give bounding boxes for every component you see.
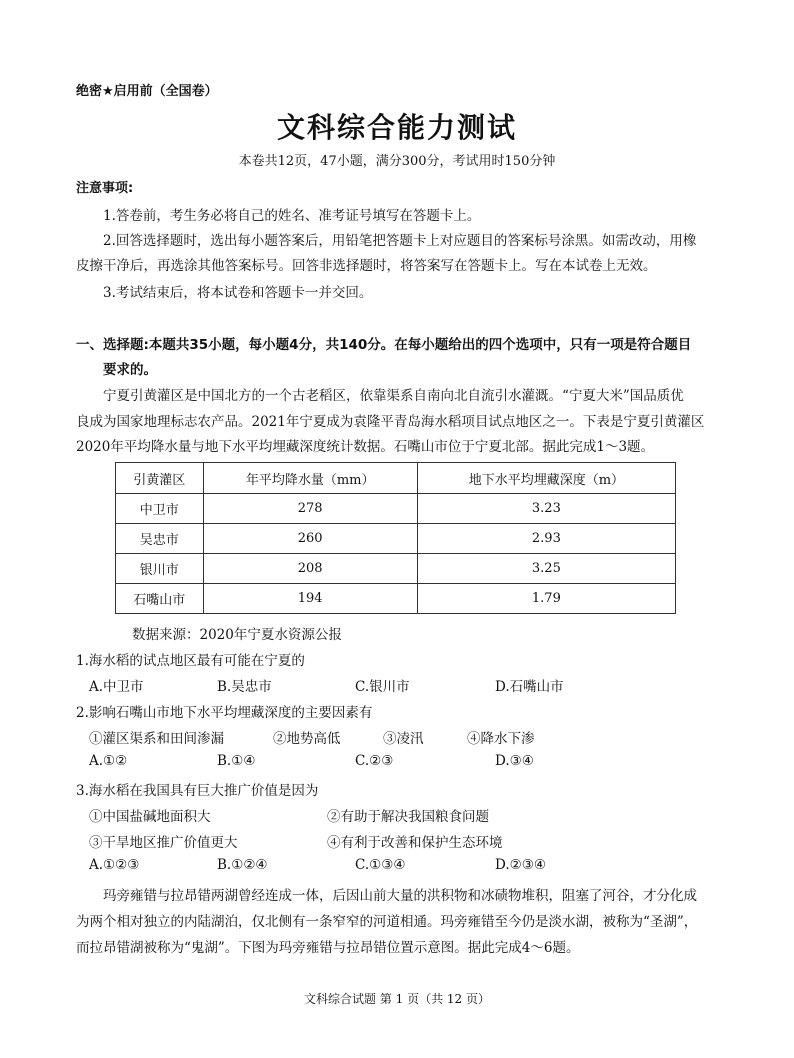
passage-line-1: 宁夏引黄灌区是中国北方的一个古老稻区，依靠渠系自南向北自流引水灌溉。“宁夏大米”国品质优: [103, 388, 684, 404]
passage-2-line-2: 为两个相对独立的内陆湖泊，仅北侧有一条窄窄的河道相通。玛旁雍错至今仍是淡水湖，被称为“圣湖”，: [76, 914, 698, 930]
table-header-cell: 引黄灌区: [116, 463, 204, 494]
question-3-factor-3: ③干旱地区推广价值更大: [89, 835, 238, 851]
question-2-factor-2: ②地势高低: [273, 731, 341, 747]
question-3-stem: 3.海水稻在我国具有巨大推广价值是因为: [76, 783, 319, 799]
question-1-option-a: A.中卫市: [89, 679, 144, 695]
table-source: 数据来源：2020年宁夏水资源公报: [132, 627, 342, 643]
table-cell: 银川市: [116, 554, 204, 584]
passage-2-line-1: 玛旁雍错与拉昂错两湖曾经连成一体，后因山前大量的洪积物和冰碛物堆积，阻塞了河谷，才分化成: [103, 888, 697, 904]
question-3-factor-1: ①中国盐碱地面积大: [89, 809, 211, 825]
notice-item-2-line-1: 2.回答选择题时，选出每小题答案后，用铅笔把答题卡上对应题目的答案标号涂黑。如需改动，用橡: [103, 233, 697, 249]
question-2-factor-3: ③凌汛: [383, 731, 424, 747]
question-3-option-b: B.①②④: [217, 857, 268, 873]
table-cell: 吴忠市: [116, 524, 204, 554]
table-cell: 中卫市: [116, 494, 204, 524]
notice-heading: 注意事项:: [76, 181, 134, 196]
question-3-factor-2: ②有助于解决我国粮食问题: [327, 809, 489, 825]
notice-item-2-line-2: 皮擦干净后，再选涂其他答案标号。回答非选择题时，将答案写在答题卡上。写在本试卷上无效。: [76, 258, 657, 274]
table-cell: 3.25: [417, 554, 675, 584]
page-footer: 文科综合试题 第 1 页（共 12 页）: [304, 992, 490, 1006]
table-cell: 3.23: [417, 494, 675, 524]
question-2-option-a: A.①②: [89, 753, 128, 769]
table-header-cell: 年平均降水量（mm）: [203, 463, 417, 494]
notice-item-3: 3.考试结束后，将本试卷和答题卡一并交回。: [103, 285, 373, 301]
table-header-row: [116, 463, 676, 494]
question-1-stem: 1.海水稻的试点地区最有可能在宁夏的: [76, 653, 305, 669]
question-2-factor-1: ①灌区渠系和田间渗漏: [89, 731, 224, 747]
table-row: [116, 524, 676, 554]
question-3-option-a: A.①②③: [89, 857, 140, 873]
table-cell: 石嘴山市: [116, 584, 204, 614]
passage-2-line-3: 而拉昂错湖被称为“鬼湖”。下图为玛旁雍错与拉昂错位置示意图。据此完成4～6题。: [76, 940, 580, 956]
section-heading-line-1: 一、选择题:本题共35小题，每小题4分，共140分。在每小题给出的四个选项中，只有一项是符合题目: [76, 337, 692, 353]
table-cell: 278: [203, 494, 417, 524]
table-cell: 208: [203, 554, 417, 584]
question-2-option-d: D.③④: [495, 753, 534, 769]
question-1-option-d: D.石嘴山市: [495, 679, 564, 695]
table-cell: 2.93: [417, 524, 675, 554]
exam-title: 文科综合能力测试: [276, 111, 517, 144]
question-2-option-b: B.①④: [217, 753, 256, 769]
confidential-label: 绝密★启用前（全国卷）: [76, 84, 218, 99]
question-1-option-b: B.吴忠市: [217, 679, 272, 695]
table-row: [116, 494, 676, 524]
question-3-factor-4: ④有利于改善和保护生态环境: [327, 835, 503, 851]
question-3-option-c: C.①③④: [355, 857, 406, 873]
table-row: [116, 554, 676, 584]
data-table: [115, 462, 676, 614]
table-cell: 260: [203, 524, 417, 554]
question-2-option-c: C.②③: [355, 753, 394, 769]
question-2-stem: 2.影响石嘴山市地下水平均埋藏深度的主要因素有: [76, 705, 373, 721]
table-row: [116, 584, 676, 614]
section-heading-line-2: 要求的。: [103, 362, 157, 378]
table-header-cell: 地下水平均埋藏深度（m）: [417, 463, 675, 494]
question-3-option-d: D.②③④: [495, 857, 546, 873]
table-cell: 1.79: [417, 584, 675, 614]
table-cell: 194: [203, 584, 417, 614]
exam-subtitle: 本卷共12页，47小题，满分300分，考试用时150分钟: [238, 154, 556, 169]
notice-item-1: 1.答卷前，考生务必将自己的姓名、准考证号填写在答题卡上。: [103, 208, 481, 224]
passage-line-2: 良成为国家地理标志农产品。2021年宁夏成为袁隆平青岛海水稻项目试点地区之一。下表是宁夏引黄灌区: [76, 414, 705, 430]
question-1-option-c: C.银川市: [355, 679, 410, 695]
passage-line-3: 2020年平均降水量与地下水平均埋藏深度统计数据。石嘴山市位于宁夏北部。据此完成1～3题。: [76, 439, 655, 455]
question-2-factor-4: ④降水下渗: [467, 731, 535, 747]
